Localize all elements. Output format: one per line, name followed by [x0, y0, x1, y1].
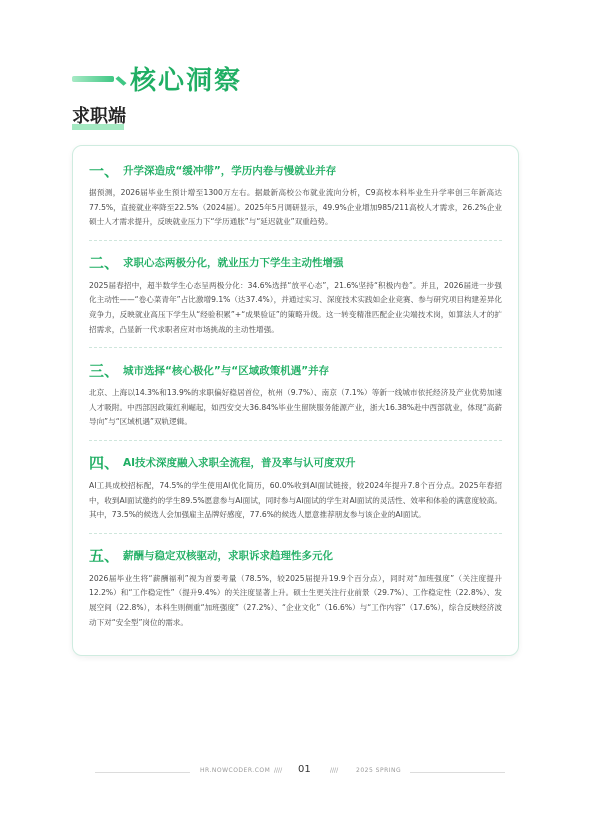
- footer-season: 2025 SPRING: [356, 767, 402, 774]
- insight-title: 升学深造成“缓冲带”，学历内卷与慢就业并存: [123, 164, 337, 177]
- header-decoration-bar: [72, 76, 114, 82]
- insights-card: [72, 145, 519, 656]
- insight-title: AI技术深度融入求职全流程，普及率与认可度双升: [123, 457, 356, 470]
- divider: [89, 440, 502, 441]
- insight-number: 一、: [89, 161, 120, 180]
- section-heading: [72, 102, 126, 128]
- insight-body: 2025届春招中，超半数学生心态呈两极分化：34.6%选择“放平心态”，21.6%坚持“积极内卷”。并且，2026届进一步强化主动性——“卷心菜青年”占比激增9.1%（达37.4%），并通过实习、深度技术实践如企业竞赛、参与研究项目构建差异化竞争力，反映就业高压下学生从“经验积累”+“成果验证”的策略升级。这一转变精准匹配企业尖端技术岗，如算法人才的扩招需求，凸显新一代求职者应对市场挑战的主动性增强。: [89, 280, 502, 334]
- footer-slashes-right: ////: [330, 767, 339, 774]
- footer-slashes-left: ////: [274, 767, 283, 774]
- footer-line-right: [410, 772, 505, 773]
- insight-body: 2026届毕业生将“薪酬福利”视为首要考量（78.5%，较2025届提升19.9个百分点），同时对“加班强度”（关注度提升12.2%）和“工作稳定性”（提升9.4%）的关注度显著上升。硕士生更关注行业前景（29.7%）、工作稳定性（22.8%）、发展空间（22.8%），本科生则侧重“加班强度”（27.2%）、“企业文化”（16.6%）与“工作内容”（17.6%），综合反映经济波动下对“安全型”岗位的需求。: [89, 573, 502, 627]
- insight-number: 二、: [89, 254, 120, 273]
- insight-header: [89, 453, 502, 473]
- insight-body: 北京、上海以14.3%和13.9%的求职偏好稳居首位，杭州（9.7%）、南京（7.1%）等新一线城市依托经济及产业优势加速人才吸附。中西部因政策红利崛起，如西安交大36.84%毕业生留陕服务能源产业，浙大16.38%赴中西部就业，体现“高薪导向”与“区域机遇”双轨逻辑。: [89, 388, 502, 427]
- section-heading-text: 求职端: [72, 106, 126, 127]
- insight-item-1: [89, 160, 502, 230]
- insight-number: 四、: [89, 454, 120, 473]
- insight-item-5: [89, 546, 502, 630]
- insight-body: 据预测，2026届毕业生预计增至1300万左右。据最新高校公布就业流向分析，C9高校本科毕业生升学率创三年新高达77.5%，直接就业率降至22.5%（2024届）。2025年5月调研显示，49.9%企业增加985/211高校人才需求，26.2%企业硕士人才需求提升，反映就业压力下“学历通胀”与“延迟就业”双重趋势。: [89, 188, 502, 227]
- insight-item-4: [89, 453, 502, 523]
- page-title: 核心洞察: [130, 66, 243, 96]
- divider: [89, 240, 502, 241]
- insight-body: AI工具成校招标配，74.5%的学生使用AI优化简历，60.0%收到AI面试链接，较2024年提升7.8个百分点。2025年春招中，收到AI面试邀约的学生89.5%愿意参与AI面试，同时参与AI面试的学生对AI面试的灵活性、效率和体验的满意度较高。其中，73.5%的候选人会加强雇主品牌好感度，77.6%的候选人愿意推荐朋友参与该企业的AI面试。: [89, 480, 502, 520]
- page-number: 01: [298, 764, 311, 775]
- footer-line-left: [95, 772, 190, 773]
- divider: [89, 347, 502, 348]
- insight-number: 三、: [89, 361, 120, 380]
- insight-title: 城市选择“核心极化”与“区域政策机遇”并存: [123, 364, 330, 377]
- insight-title: 求职心态两极分化，就业压力下学生主动性增强: [123, 257, 344, 270]
- insight-title: 薪酬与稳定双核驱动，求职诉求趋理性多元化: [123, 550, 333, 563]
- insight-header: [89, 253, 502, 273]
- insight-header: [89, 160, 502, 180]
- page-footer: [0, 764, 593, 780]
- insight-item-3: [89, 360, 502, 430]
- insight-item-2: [89, 253, 502, 337]
- divider: [89, 533, 502, 534]
- footer-site: HR.NOWCODER.COM: [200, 767, 271, 774]
- insight-number: 五、: [89, 547, 120, 566]
- insight-header: [89, 360, 502, 380]
- insight-header: [89, 546, 502, 566]
- report-header: [72, 60, 532, 100]
